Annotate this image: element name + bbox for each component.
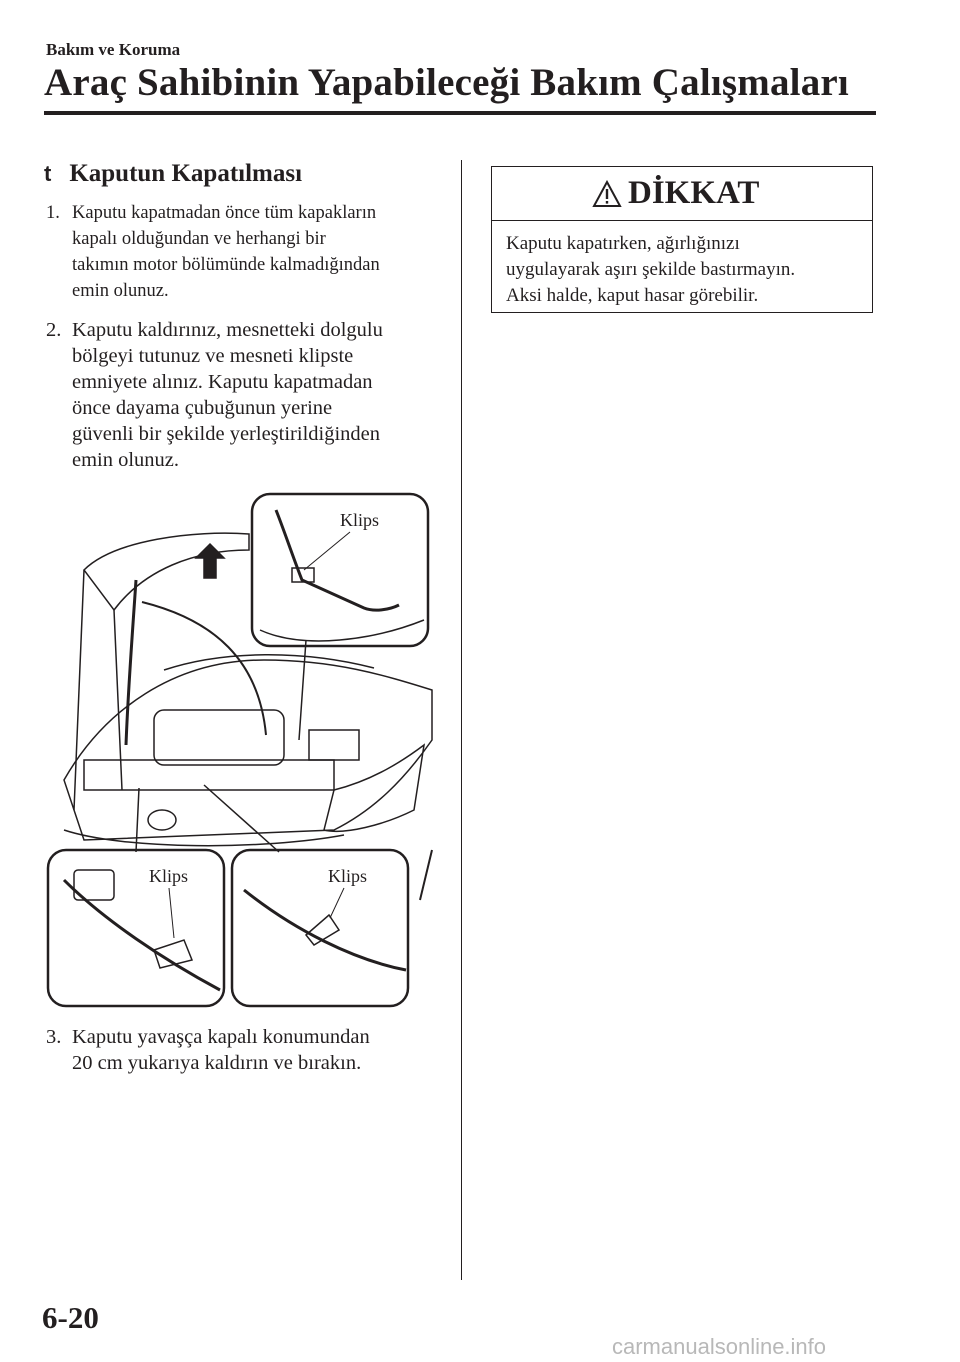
- caution-line: Kaputu kapatırken, ağırlığınızı: [506, 233, 740, 254]
- headlight: [324, 745, 424, 831]
- step-line: güvenli bir şekilde yerleştirildiğinden: [72, 423, 381, 445]
- caution-line: Aksi halde, kaput hasar görebilir.: [506, 285, 759, 306]
- step-line: Kaputu yavaşça kapalı konumundan: [72, 1026, 370, 1048]
- warning-triangle-icon: [592, 180, 622, 208]
- watermark: carmanualsonline.info: [612, 1334, 827, 1359]
- step-line: önce dayama çubuğunun yerine: [72, 397, 333, 419]
- car-body: [64, 660, 432, 840]
- page-number: 6-20: [42, 1300, 99, 1335]
- step-number: 3.: [46, 1026, 62, 1048]
- caution-header: [492, 167, 872, 221]
- caution-box: [491, 166, 873, 313]
- bumper: [64, 830, 344, 846]
- hood-illustration: [44, 490, 444, 1012]
- step-number: 2.: [46, 319, 62, 341]
- caution-title: DİKKAT: [628, 175, 760, 211]
- fog-light: [148, 810, 176, 830]
- caution-text: [506, 231, 795, 309]
- step-line: emin olunuz.: [72, 449, 180, 471]
- hood-edge: [74, 570, 122, 810]
- up-arrow-icon: [196, 544, 224, 578]
- detail-inset-right: [232, 850, 408, 1006]
- step-1: [46, 200, 446, 304]
- callout-line: [136, 640, 306, 852]
- illustration-label: Klips: [328, 866, 368, 886]
- step-line: Kaputu kaldırınız, mesnetteki dolgulu: [72, 319, 383, 341]
- illustration-label: Klips: [340, 510, 380, 530]
- step-line: kapalı olduğundan ve herhangi bir: [72, 229, 326, 249]
- illustration-label: Klips: [149, 866, 189, 886]
- step-line: emin olunuz.: [72, 281, 169, 301]
- step-line: Kaputu kapatmadan önce tüm kapakların: [72, 203, 377, 223]
- step-2: [46, 317, 446, 473]
- step-line: 20 cm yukarıya kaldırın ve bırakın.: [72, 1052, 362, 1074]
- prop-rod: [126, 580, 136, 745]
- chapter-title: Araç Sahibinin Yapabileceği Bakım Çalışmaları: [44, 61, 849, 104]
- caution-line: uygulayarak aşırı şekilde bastırmayın.: [506, 259, 796, 280]
- step-number: 1.: [46, 203, 60, 223]
- column-divider: [461, 160, 462, 1280]
- section-heading-text: Kaputun Kapatılması: [69, 160, 303, 187]
- hood-outline: [84, 533, 249, 610]
- section-heading: [44, 160, 302, 188]
- battery: [309, 730, 359, 760]
- step-3: [46, 1024, 446, 1076]
- side-mark: [420, 850, 432, 900]
- step-line: takımın motor bölümünde kalmadığından: [72, 255, 380, 275]
- section-label: Bakım ve Koruma: [46, 40, 181, 59]
- step-line: bölgeyi tutunuz ve mesneti klipste: [72, 345, 354, 367]
- step-line: emniyete alınız. Kaputu kapatmadan: [72, 371, 373, 393]
- section-bullet-icon: t: [44, 161, 52, 186]
- header-rule: [44, 111, 876, 115]
- windshield: [164, 655, 374, 670]
